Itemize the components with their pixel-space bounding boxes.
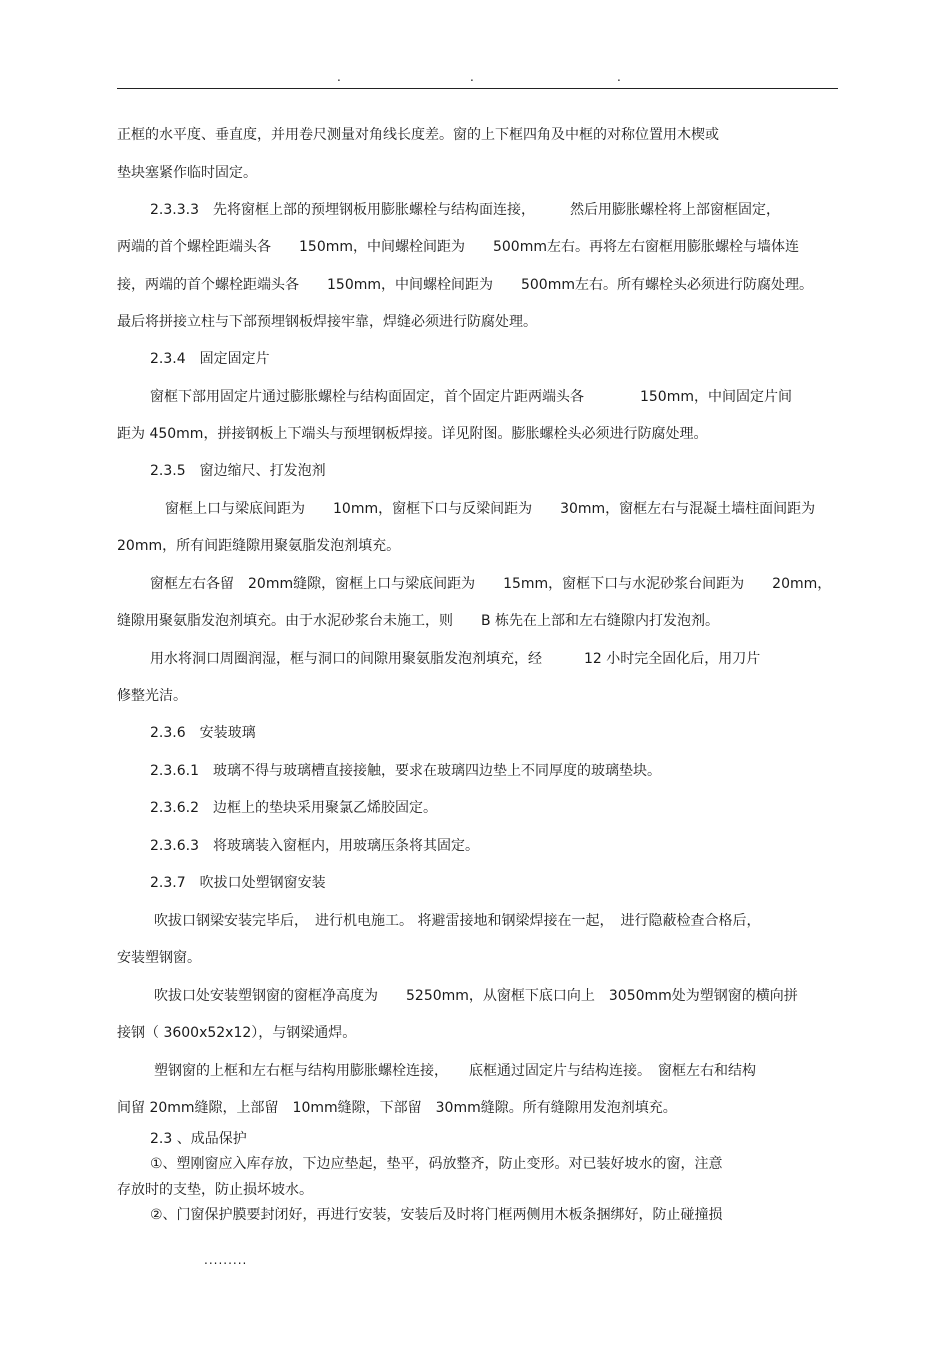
text-line: 正框的水平度、垂直度，并用卷尺测量对角线长度差。窗的上下框四角及中框的对称位置用木楔或 bbox=[117, 127, 719, 143]
text-line: 塑钢窗的上框和左右框与结构用膨胀螺栓连接， 底框通过固定片与结构连接。 窗框左右和结构 bbox=[154, 1063, 756, 1079]
text-line: ①、塑刚窗应入库存放，下边应垫起，垫平，码放整齐，防止变形。对已装好坡水的窗，注意 bbox=[150, 1156, 723, 1172]
text-line: 吹拔口处安装塑钢窗的窗框净高度为 5250mm，从窗框下底口向上 3050mm处为塑钢窗的横向拼 bbox=[154, 988, 798, 1004]
text-line: 窗框上口与梁底间距为 10mm，窗框下口与反梁间距为 30mm，窗框左右与混凝土墙柱面间距为 bbox=[165, 501, 816, 517]
text-line: 2.3.3.3 先将窗框上部的预埋钢板用膨胀螺栓与结构面连接， 然后用膨胀螺栓将上部窗框固定， bbox=[150, 202, 780, 218]
header-rule bbox=[117, 88, 838, 89]
page-header-dots bbox=[0, 70, 950, 84]
text-line: 间留 20mm缝隙，上部留 10mm缝隙，下部留 30mm缝隙。所有缝隙用发泡剂填充。 bbox=[117, 1100, 677, 1116]
text-line: 缝隙用聚氨脂发泡剂填充。由于水泥砂浆台未施工，则 B 栋先在上部和左右缝隙内打发泡剂。 bbox=[117, 613, 720, 629]
text-line: 接钢（ 3600x52x12），与钢梁通焊。 bbox=[117, 1025, 357, 1041]
text-line: 安装塑钢窗。 bbox=[117, 950, 201, 966]
text-line: 最后将拼接立柱与下部预埋钢板焊接牢靠，焊缝必须进行防腐处理。 bbox=[117, 314, 537, 330]
section-heading: 2.3 、成品保护 bbox=[150, 1131, 247, 1147]
text-line: 窗框左右各留 20mm缝隙，窗框上口与梁底间距为 15mm，窗框下口与水泥砂浆台间距为 20mm， bbox=[150, 576, 832, 592]
header-dot: . bbox=[470, 70, 474, 84]
text-line: 2.3.6.2 边框上的垫块采用聚氯乙烯胶固定。 bbox=[150, 800, 437, 816]
section-heading: 2.3.5 窗边缩尺、打发泡剂 bbox=[150, 463, 326, 479]
section-heading: 2.3.6 安装玻璃 bbox=[150, 725, 256, 741]
text-line: 窗框下部用固定片通过膨胀螺栓与结构面固定，首个固定片距两端头各 150mm，中间固定片间 bbox=[150, 389, 792, 405]
text-line: ②、门窗保护膜要封闭好，再进行安装，安装后及时将门框两侧用木板条捆绑好，防止碰撞损 bbox=[150, 1207, 723, 1223]
text-line: 20mm，所有间距缝隙用聚氨脂发泡剂填充。 bbox=[117, 538, 401, 554]
section-heading: 2.3.7 吹拔口处塑钢窗安装 bbox=[150, 875, 326, 891]
header-dot: . bbox=[617, 70, 621, 84]
text-line: 存放时的支垫，防止损坏坡水。 bbox=[117, 1182, 313, 1198]
text-line: 接，两端的首个螺栓距端头各 150mm，中间螺栓间距为 500mm左右。所有螺栓头必须进行防腐处理。 bbox=[117, 277, 813, 293]
header-dot: . bbox=[337, 70, 341, 84]
text-line: 用水将洞口周圈润湿，框与洞口的间隙用聚氨脂发泡剂填充，经 12 小时完全固化后，用刀片 bbox=[150, 651, 761, 667]
text-line: 距为 450mm，拼接钢板上下端头与预埋钢板焊接。详见附图。膨胀螺栓头必须进行防腐处理。 bbox=[117, 426, 708, 442]
page-footer-dots: ......... bbox=[204, 1253, 248, 1267]
section-heading: 2.3.4 固定固定片 bbox=[150, 351, 270, 367]
text-line: 修整光洁。 bbox=[117, 688, 187, 704]
text-line: 吹拔口钢梁安装完毕后， 进行机电施工。 将避雷接地和钢梁焊接在一起， 进行隐蔽检查合格后， bbox=[154, 913, 761, 929]
text-line: 垫块塞紧作临时固定。 bbox=[117, 165, 257, 181]
text-line: 两端的首个螺栓距端头各 150mm，中间螺栓间距为 500mm左右。再将左右窗框用膨胀螺栓与墙体连 bbox=[117, 239, 799, 255]
text-line: 2.3.6.1 玻璃不得与玻璃槽直接接触，要求在玻璃四边垫上不同厚度的玻璃垫块。 bbox=[150, 763, 661, 779]
text-line: 2.3.6.3 将玻璃装入窗框内，用玻璃压条将其固定。 bbox=[150, 838, 479, 854]
